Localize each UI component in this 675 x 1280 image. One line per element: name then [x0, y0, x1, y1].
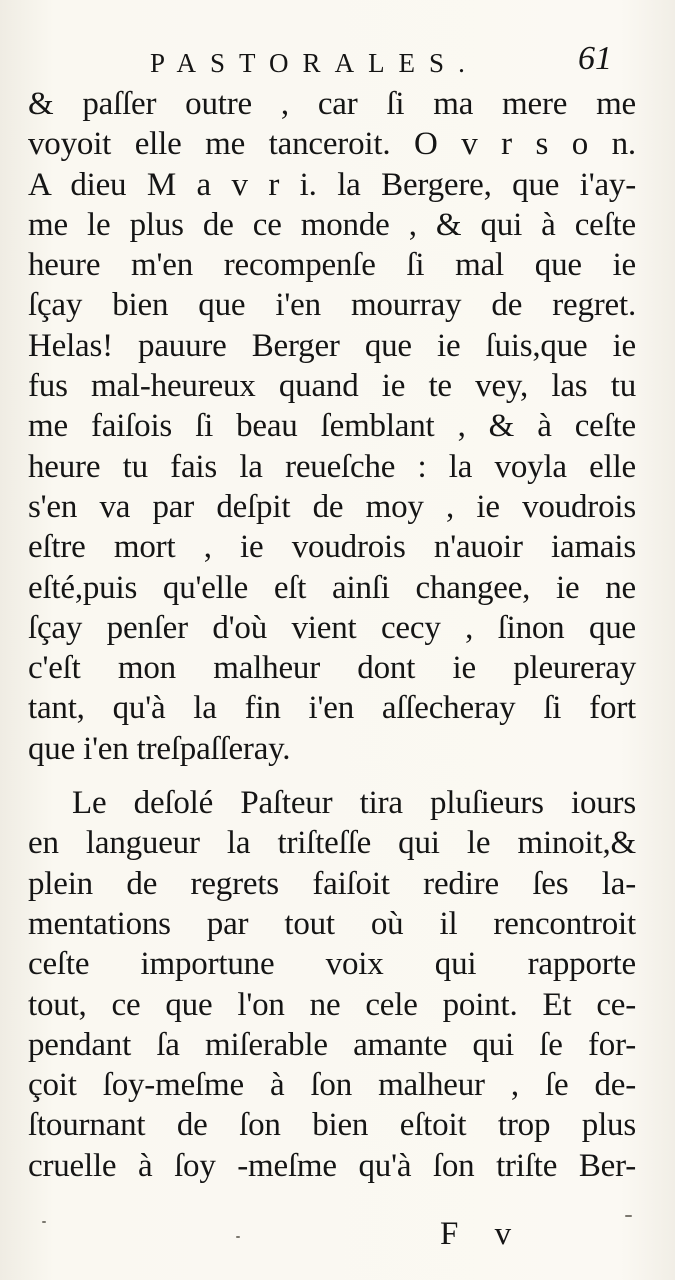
text-line: tout, ce que l'on ne cele point. Et ce- [28, 986, 636, 1023]
text-line: ſtournant de ſon bien eſtoit trop plus [28, 1107, 636, 1144]
text-line: me le plus de ce monde , & qui à ceſte [28, 206, 636, 243]
text-line: fus mal-heureux quand ie te vey, las tu [28, 368, 636, 405]
text-line: Le deſolé Paſteur tira pluſieurs iours [72, 785, 636, 822]
body-text [28, 84, 636, 1186]
signature-mark: F v [440, 1216, 526, 1252]
text-line: & paſſer outre , car ſi ma mere me [28, 86, 636, 122]
text-line: tant, qu'à la fin i'en aſſecheray ſi fort [28, 690, 636, 727]
paper-speck [625, 1215, 632, 1217]
running-head: PASTORALES. [150, 48, 479, 78]
text-line: que i'en treſpaſſeray. [28, 730, 291, 767]
text-line: eſtre mort , ie voudrois n'auoir iamais [28, 529, 636, 566]
paper-speck [42, 1221, 46, 1223]
text-line: pendant ſa miſerable amante qui ſe for- [28, 1026, 636, 1063]
text-line: A dieu M a v r i. la Bergere, que i'ay- [28, 166, 636, 203]
text-line: ſçay bien que i'en mourray de regret. [28, 287, 636, 324]
paragraph-gap [28, 769, 636, 783]
text-line: en langueur la triſteſſe qui le minoit,& [28, 825, 636, 862]
page-number: 61 [578, 40, 612, 77]
text-line: s'en va par deſpit de moy , ie voudrois [28, 488, 636, 525]
text-line: me faiſois ſi beau ſemblant , & à ceſte [28, 408, 636, 445]
paper-speck [236, 1236, 240, 1238]
text-line: eſté,puis qu'elle eſt ainſi changee, ie ne [28, 569, 636, 606]
text-line: Helas! pauure Berger que ie ſuis,que ie [28, 327, 636, 364]
page-header [0, 40, 675, 90]
text-line: ſçay penſer d'où vient cecy , ſinon que [28, 609, 636, 646]
text-line: heure tu fais la reueſche : la voyla elle [28, 448, 636, 485]
text-line: cruelle à ſoy -meſme qu'à ſon triſte Ber- [28, 1147, 636, 1184]
text-line: plein de regrets faiſoit redire ſes la- [28, 865, 636, 902]
text-line: c'eſt mon malheur dont ie pleureray [28, 650, 636, 687]
text-line: çoit ſoy-meſme à ſon malheur , ſe de- [28, 1067, 636, 1104]
text-line: voyoit elle me tanceroit. O v r s o n. [28, 126, 636, 163]
text-line: heure m'en recompenſe ſi mal que ie [28, 247, 636, 284]
text-line: mentations par tout où il rencontroit [28, 905, 636, 942]
text-line: ceſte importune voix qui rapporte [28, 946, 636, 983]
